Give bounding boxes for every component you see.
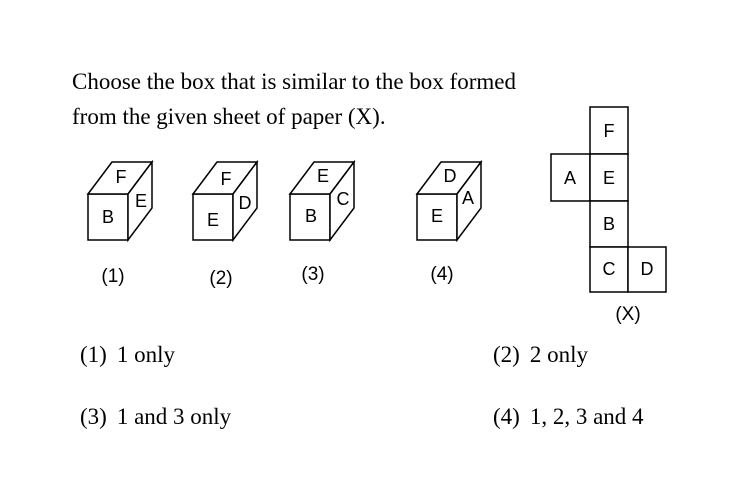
net-label-e: E	[602, 168, 616, 188]
net-label-f: F	[603, 121, 615, 141]
net-label-c: C	[602, 259, 616, 279]
option-1-text: 1 only	[116, 342, 175, 367]
option-4-number: (4)	[493, 404, 520, 429]
option-2-text: 2 only	[529, 342, 588, 367]
cube-1-top-label: F	[115, 167, 127, 187]
cube-4-side-label: A	[461, 188, 475, 208]
cube-2-side-label: D	[238, 193, 252, 213]
question-line-2: from the given sheet of paper (X).	[72, 104, 386, 129]
option-3-text: 1 and 3 only	[116, 404, 232, 429]
cube-1-front-label: B	[101, 207, 115, 227]
cube-2-caption: (2)	[209, 268, 233, 289]
option-2[interactable]	[493, 342, 588, 368]
net-caption: (X)	[615, 304, 641, 325]
cube-2-top-label: F	[220, 169, 232, 189]
question-line-1: Choose the box that is similar to the box formed	[72, 69, 516, 94]
cube-4	[417, 162, 481, 285]
cube-3	[290, 162, 354, 285]
net-label-d: D	[640, 259, 654, 279]
cube-3-top-label: E	[316, 166, 330, 186]
cube-4-caption: (4)	[430, 264, 454, 285]
option-3[interactable]	[80, 404, 231, 430]
option-4[interactable]	[493, 404, 644, 430]
paper-net	[551, 107, 666, 325]
cube-1-caption: (1)	[101, 266, 125, 287]
option-4-text: 1, 2, 3 and 4	[529, 404, 644, 429]
cube-2-front-label: E	[206, 210, 220, 230]
cube-1	[88, 162, 152, 287]
option-2-number: (2)	[493, 342, 520, 367]
cube-1-side-label: E	[134, 191, 148, 211]
cube-3-caption: (3)	[301, 264, 325, 285]
option-1-number: (1)	[80, 342, 107, 367]
net-label-b: B	[602, 214, 616, 234]
cube-3-front-label: B	[304, 206, 318, 226]
cube-4-top-label: D	[443, 166, 457, 186]
net-label-a: A	[563, 168, 577, 188]
option-3-number: (3)	[80, 404, 107, 429]
cube-2	[193, 162, 257, 289]
option-1[interactable]	[80, 342, 175, 368]
cube-4-front-label: E	[430, 206, 444, 226]
cube-3-side-label: C	[336, 189, 350, 209]
